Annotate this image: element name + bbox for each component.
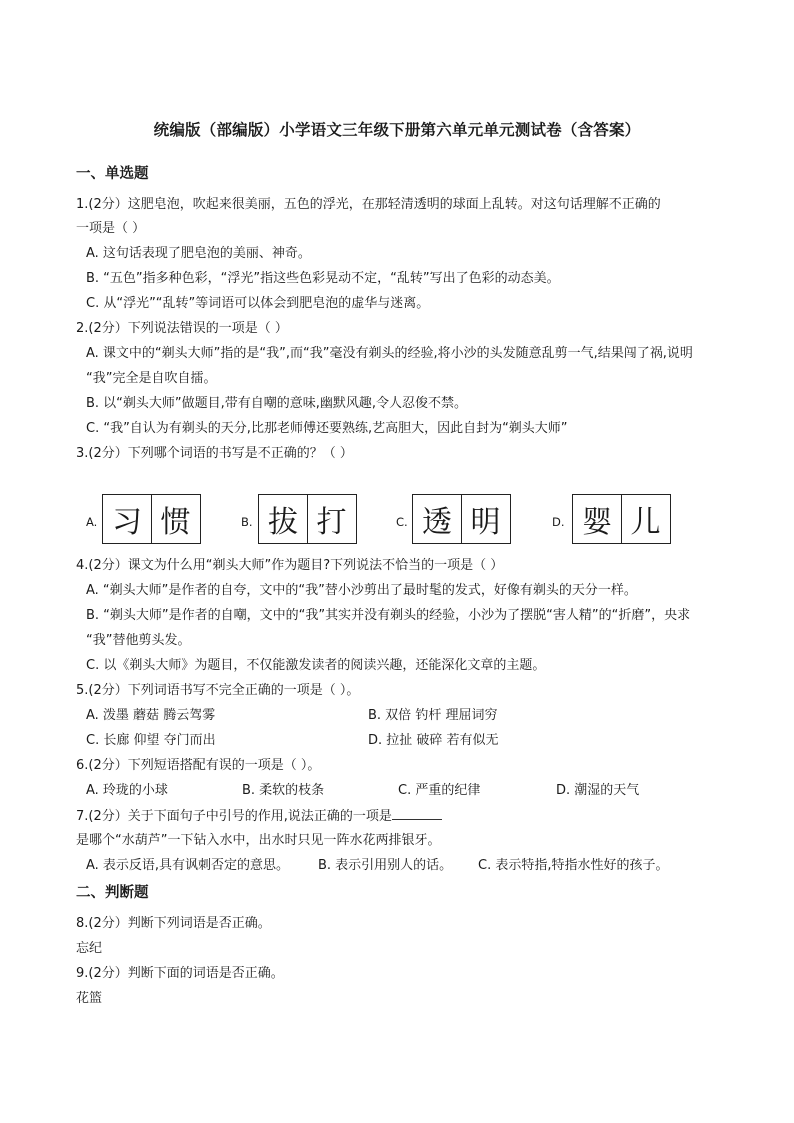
q6-option-c: C. 严重的纪律	[398, 783, 481, 798]
q3-stem: 3.(2分）下列哪个词语的书写是不正确的？（ ）	[76, 446, 353, 461]
q3-option-c-charbox	[412, 494, 511, 544]
q7-option-c: C. 表示特指,特指水性好的孩子。	[478, 858, 669, 873]
q8-word: 忘纪	[76, 941, 103, 956]
q6-stem: 6.(2分）下列短语搭配有误的一项是（ ）。	[76, 758, 321, 773]
q2-option-c: C. “我”自认为有剃头的天分,比那老师傅还要熟练,艺高胆大，因此自封为“剃头大师”	[86, 421, 568, 436]
q3-option-c-label: C.	[396, 515, 408, 529]
q5-option-b: B. 双倍 钓杆 理屈词穷	[368, 708, 498, 723]
q3-option-b-label: B.	[241, 515, 253, 529]
q4-option-b-line1: B. “剃头大师”是作者的自嘲，文中的“我”其实并没有剃头的经验，小沙为了摆脱“害人精”的“折磨”，央求	[86, 608, 691, 623]
q7-sentence: 是哪个“水葫芦”一下钻入水中，出水时只见一阵水花两排银牙。	[76, 833, 441, 848]
q3-option-d-label: D.	[552, 515, 565, 529]
q6-option-a: A. 玲珑的小球	[86, 783, 168, 798]
q2-stem: 2.(2分）下列说法错误的一项是（ ）	[76, 321, 288, 336]
q6-option-d: D. 潮湿的天气	[556, 783, 640, 798]
q3-option-c-char1: 透	[422, 505, 452, 540]
section-heading-single-choice: 一、单选题	[76, 166, 149, 182]
q8-stem: 8.(2分）判断下列词语是否正确。	[76, 916, 271, 931]
q4-option-a: A. “剃头大师”是作者的自夸，文中的“我”替小沙剪出了最时髦的发式，好像有剃头的天分一样。	[86, 583, 637, 598]
q1-option-b: B. “五色”指多种色彩，“浮光”指这些色彩晃动不定，“乱转”写出了色彩的动态美。	[86, 271, 560, 286]
q9-word: 花篮	[76, 991, 103, 1006]
q7-answer-blank	[392, 807, 442, 820]
q2-option-a-line2: “我”完全是自吹自擂。	[86, 371, 217, 386]
q3-option-a-char2: 惯	[151, 495, 199, 543]
q3-option-d-char1: 婴	[582, 505, 612, 540]
q5-option-d: D. 拉扯 破碎 若有似无	[368, 733, 499, 748]
q5-option-a: A. 泼墨 蘑菇 腾云驾雾	[86, 708, 216, 723]
q3-option-d-char2: 儿	[621, 495, 669, 543]
q4-option-c: C. 以《剃头大师》为题目，不仅能激发读者的阅读兴趣，还能深化文章的主题。	[86, 658, 546, 673]
q4-stem: 4.(2分）课文为什么用“剃头大师”作为题目?下列说法不恰当的一项是（ ）	[76, 558, 504, 573]
q3-option-b-charbox	[258, 494, 357, 544]
q6-option-b: B. 柔软的枝条	[242, 783, 325, 798]
q7-option-a: A. 表示反语,具有讽刺否定的意思。	[86, 858, 290, 873]
q3-option-a-charbox	[102, 494, 201, 544]
q2-option-a-line1: A. 课文中的“剃头大师”指的是“我”,而“我”毫没有剃头的经验,将小沙的头发随意乱剪一气,结果闯了祸,说明	[86, 346, 693, 361]
q3-option-a-label: A.	[86, 515, 98, 529]
q7-stem: 7.(2分）关于下面句子中引号的作用,说法正确的一项是	[76, 809, 392, 824]
q7-stem-wrapper	[76, 807, 442, 826]
q7-option-b: B. 表示引用别人的话。	[318, 858, 453, 873]
q3-option-b-char2: 打	[307, 495, 355, 543]
q1-option-a: A. 这句话表现了肥皂泡的美丽、神奇。	[86, 246, 311, 261]
q3-option-d-charbox	[572, 494, 671, 544]
q5-option-c: C. 长廊 仰望 夺门而出	[86, 733, 216, 748]
q3-option-a-char1: 习	[112, 505, 142, 540]
q1-stem-line1: 1.(2分）这肥皂泡，吹起来很美丽，五色的浮光，在那轻清透明的球面上乱转。对这句话理解不正确的	[76, 197, 661, 212]
q1-option-c: C. 从“浮光”“乱转”等词语可以体会到肥皂泡的虚华与迷离。	[86, 296, 430, 311]
q5-stem: 5.(2分）下列词语书写不完全正确的一项是（ ）。	[76, 683, 360, 698]
q3-option-b-char1: 拔	[268, 505, 298, 540]
q9-stem: 9.(2分）判断下面的词语是否正确。	[76, 966, 284, 981]
q3-option-c-char2: 明	[461, 495, 509, 543]
q2-option-b: B. 以“剃头大师”做题目,带有自嘲的意味,幽默风趣,令人忍俊不禁。	[86, 396, 468, 411]
q1-stem-line2: 一项是（ ）	[76, 221, 146, 236]
section-heading-true-false: 二、判断题	[76, 885, 149, 901]
q4-option-b-line2: “我”替他剪头发。	[86, 633, 191, 648]
page-title: 统编版（部编版）小学语文三年级下册第六单元单元测试卷（含答案）	[153, 121, 641, 139]
